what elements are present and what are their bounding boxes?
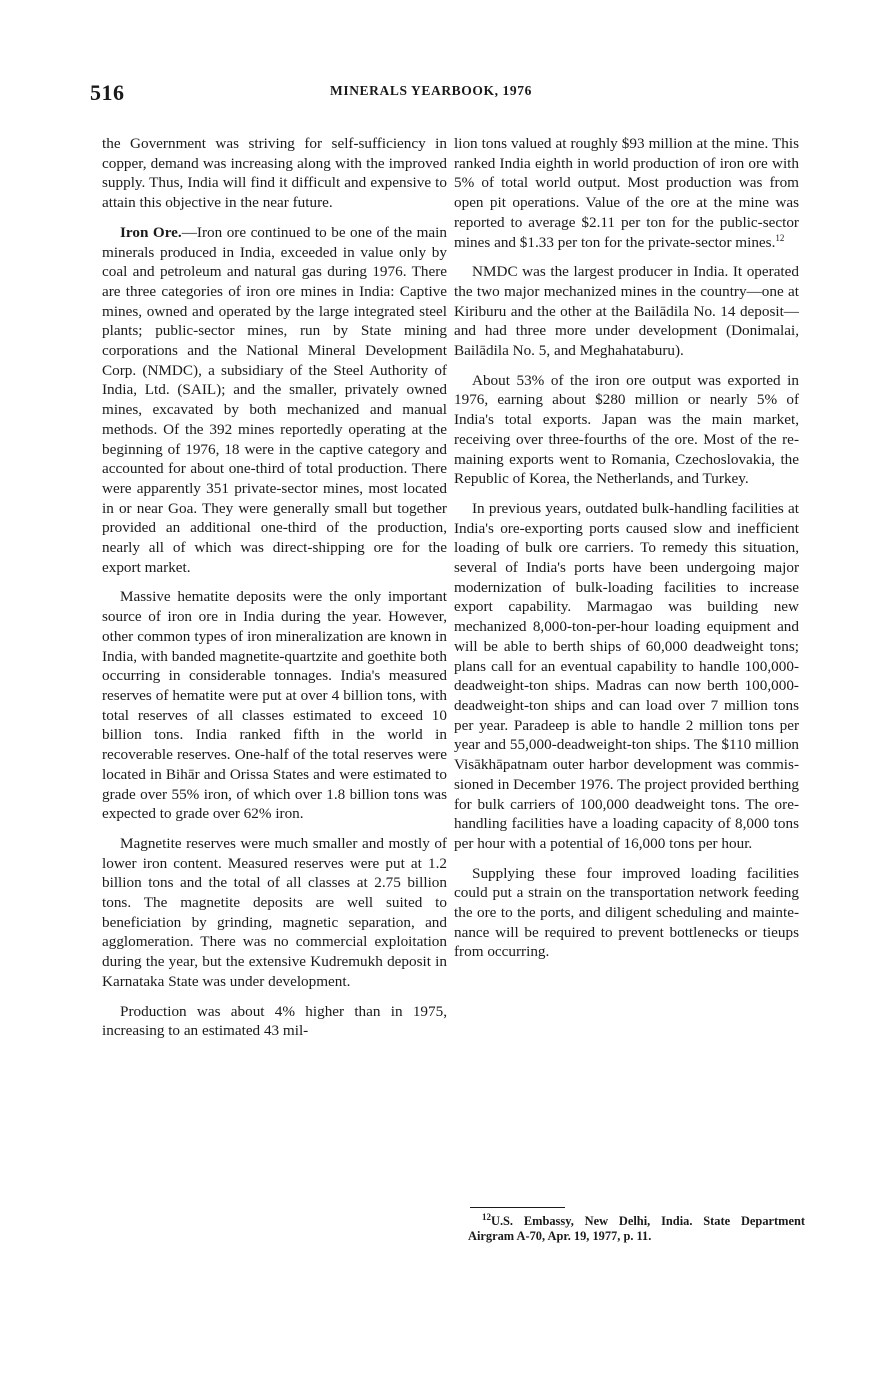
paragraph: In previous years, outdated bulk-handling facilities at India's ore-exporting ports caused slow and inefficient loading of bulk ore carriers. To remedy this situation, several of India's ports have been undergoing major modernization of bulk-loading facilities to increase export capability. Marmagao was building new mechanized 8,000-ton-per-hour loading equipment and will be able to berth ships of 60,000 deadweight tons; plans call for an eventual capability to handle 100,000-deadweight-ton ships. Madras can now berth 100,000-deadweight-ton ships and can load over 7 million tons per year. Paradeep is able to handle 2 million tons per year and 55,000-deadweight-ton ships. The $110 million Visākhāpatnam outer harbor development was commissioned in December 1976. The project provided berthing for bulk carriers of 100,000 deadweight tons. The ore-handling facilities have a loading capacity of 8,000 tons per hour with a potential of 16,000 tons per hour.	[454, 499, 799, 852]
paragraph-iron-ore	[102, 223, 447, 578]
paragraph: Massive hematite deposits were the only important source of iron ore in India during the year. However, other common types of iron mineralization are known in India, with banded magnetite-quartzite and goethite both occurring in considerable tonnages. India's measured reserves of hematite were put at over 4 billion tons, with total reserves of all classes estimated to exceed 10 billion tons. India ranked fifth in the world in recoverable reserves. One-half of the total reserves were located in Bihār and Orissa States and were estimated to grade over 55% iron, of which over 1.8 billion tons was expected to grade over 62% iron.	[102, 588, 447, 823]
paragraph: NMDC was the largest producer in India. It operated the two major mechanized mines in the country—one at Kiriburu and the other at the Bailādila No. 14 deposit—and had three more under development (Donimalai, Bailādila No. 5, and Meghahataburu).	[454, 263, 799, 360]
page-number: 516	[90, 80, 125, 105]
footnote-text: U.S. Embassy, New Delhi, India. State Department Airgram A-70, Apr. 19, 1977, p. 11.	[468, 1214, 805, 1243]
paragraph-text: lion tons valued at roughly $93 million at the mine. This ranked India eighth in world production of iron ore with 5% of total world output. Most production was from open pit operations. Value of the ore at the mine was reported to average $2.11 per ton for the public-sector mines and $1.33 per ton for the private-sector mines.	[454, 135, 799, 251]
paragraph: Supplying these four improved loading facilities could put a strain on the transportation network feeding the ore to the ports, and diligent scheduling and maintenance will be required to prevent bottlenecks or tieups from occurring.	[454, 864, 799, 961]
paragraph	[454, 134, 799, 252]
paragraph: the Government was striving for self-sufficiency in copper, demand was increasing along with the improved supply. Thus, India will find it difficult and expensive to attain this objective in the near future.	[102, 135, 447, 212]
running-title: MINERALS YEARBOOK, 1976	[330, 83, 532, 98]
footnote	[468, 1211, 805, 1244]
paragraph: Magnetite reserves were much smaller and mostly of lower iron content. Measured reserves were put at 1.2 billion tons and the total of all classes at 2.75 billion tons. The magnetite deposits are well suited to beneficiation by grinding, magnetic separation, and agglomeration. There was no commercial exploitation during the year, but the extensive Kudremukh deposit in Karnataka State was under development.	[102, 834, 447, 990]
footnote-marker: 12	[482, 1211, 491, 1222]
paragraph: Production was about 4% higher than in 1975, increasing to an estimated 43 mil-	[102, 1002, 447, 1040]
section-runin-heading: Iron Ore.	[120, 223, 182, 241]
paragraph: About 53% of the iron ore output was exported in 1976, earning about $280 million or nearly 5% of India's total exports. Japan was the main market, receiving over three-fourths of the ore. Most of the remaining exports went to Romania, Czechoslovakia, the Republic of Korea, the Netherlands, and Turkey.	[454, 371, 799, 488]
footnote-reference: 12	[775, 232, 785, 243]
right-column	[454, 134, 799, 972]
paragraph-text: —Iron ore continued to be one of the main minerals produced in India, exceeded in value only by coal and petroleum and natural gas during 1976. There are three categories of iron ore mines in India: Captive mines, owned and operated by the large integrated steel plants; public-sector mines, run by State mining corporations and the National Mineral Development Corp. (NMDC), a subsidiary of the Steel Authority of India, Ltd. (SAIL); and the smaller, privately owned mines, excavated by both mechanized and manual methods. Of the 392 mines reportedly operating at the beginning of 1976, 18 were in the captive category and accounted for about one-third of total production. There were apparently 351 private-sector mines, most located in or near Goa. They were generally small but together provided an additional one-third of the production, nearly all of which was direct-shipping ore for the export market.	[102, 223, 447, 576]
footnote-rule	[470, 1207, 565, 1208]
left-column	[102, 134, 447, 1051]
